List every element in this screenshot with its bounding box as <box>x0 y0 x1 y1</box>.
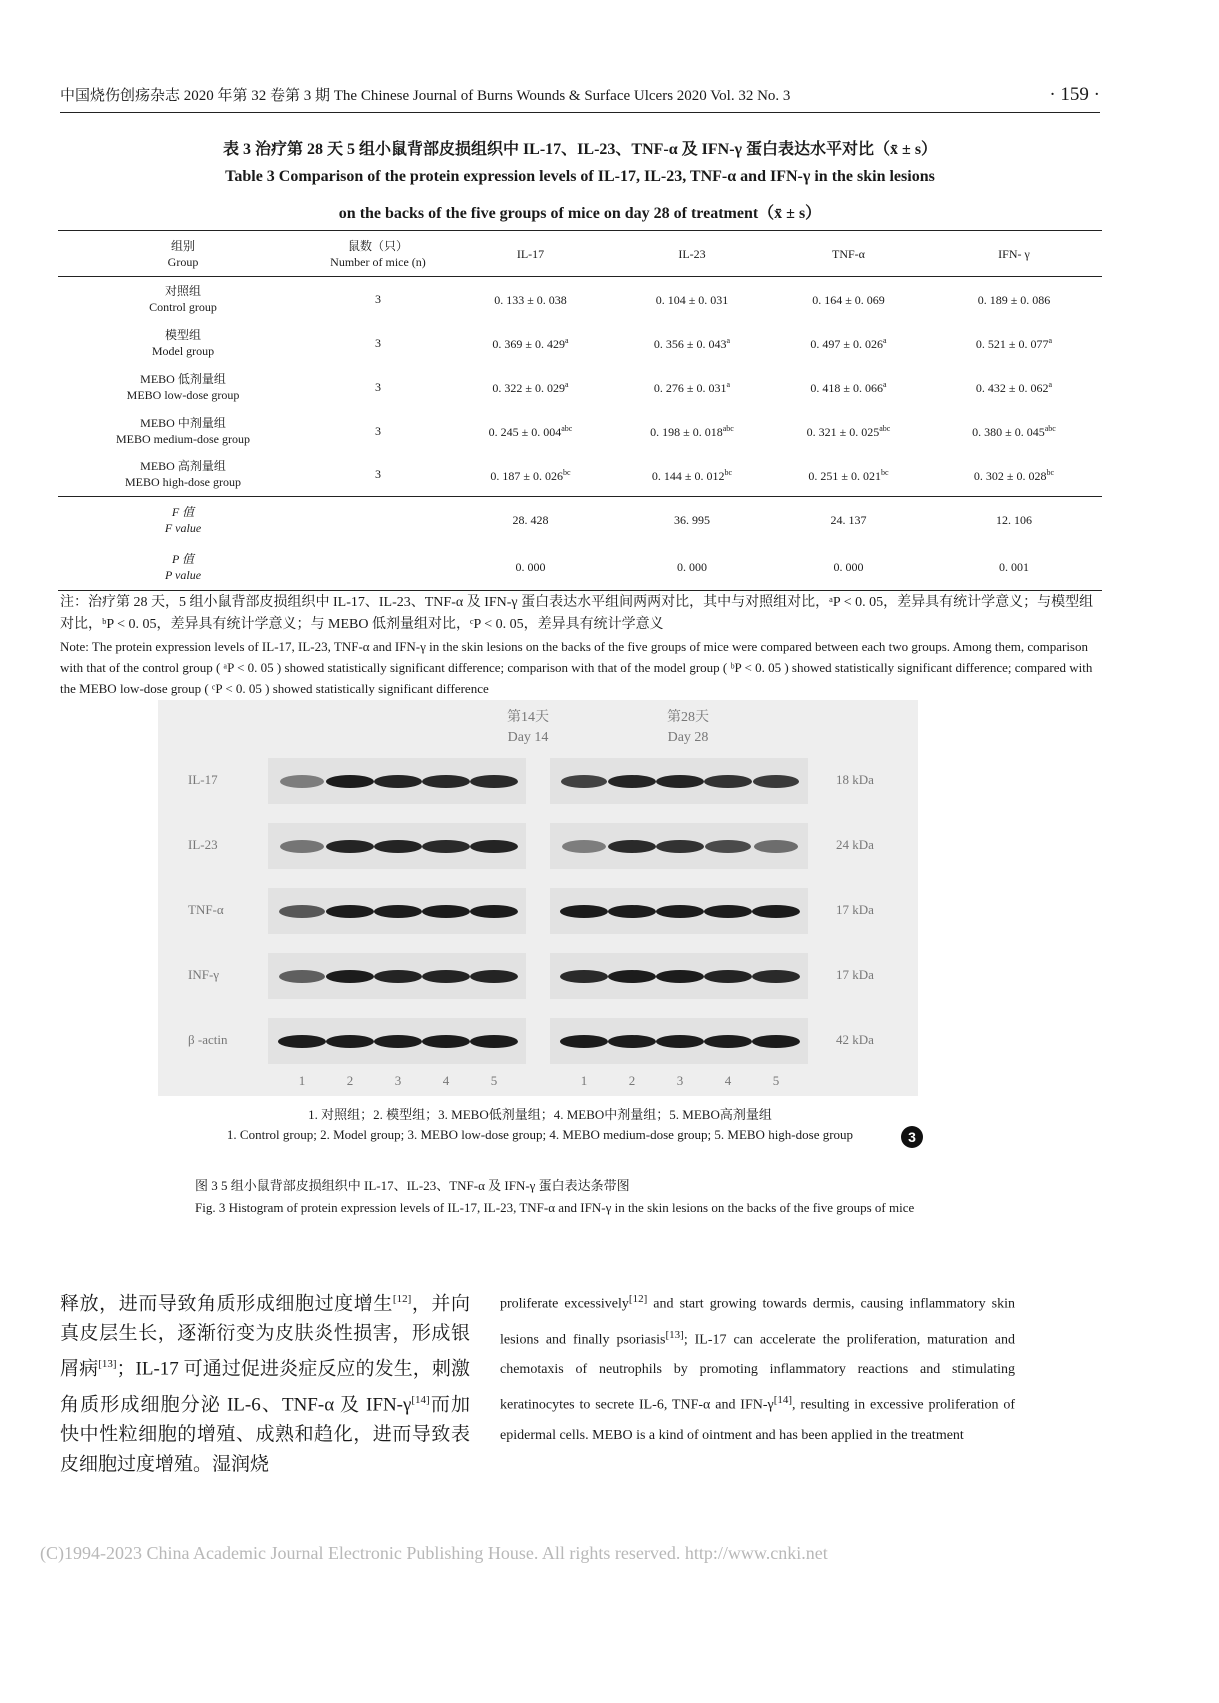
blot-band <box>562 840 606 853</box>
blot-band <box>608 1035 656 1048</box>
blot-band <box>656 775 704 788</box>
blot-row-label: INF-γ <box>188 967 220 982</box>
blot-band <box>752 970 799 983</box>
blot-band <box>422 970 470 983</box>
blot-band <box>560 1035 608 1048</box>
blot-band <box>608 775 656 788</box>
p-il17: 0. 000 <box>448 544 613 591</box>
f-il23: 36. 995 <box>674 513 710 528</box>
lane-number: 3 <box>394 1073 402 1088</box>
blot-band <box>374 840 422 853</box>
blot-band <box>656 970 704 983</box>
table-caption-en-line1: Table 3 Comparison of the protein expression levels of IL-17, IL-23, TNF-α and IFN-γ in the skin lesions <box>225 168 935 185</box>
il23-cell: 0. 198 ± 0. $018^{abc}$ <box>650 424 734 439</box>
blot-band <box>704 905 752 918</box>
blot-band <box>704 775 751 788</box>
blot-band <box>280 775 324 788</box>
blot-band <box>279 905 325 918</box>
il23-cell: 0. 104 ± 0. 031 <box>655 293 729 308</box>
blot-panel-day14 <box>268 758 526 804</box>
mice-count-cell: 3 <box>308 453 448 497</box>
tnf-cell: 0. 251 ± 0. $021^{bc}$ <box>771 453 926 497</box>
blot-band <box>326 905 374 918</box>
table-note-zh: 注：治疗第 28 天，5 组小鼠背部皮损组织中 IL-17、IL-23、TNF-α 及 IFN-γ 蛋白表达水平组间两两对比，其中与对照组对比，ᵃP < 0. 05，差异具有统计学意义；与模型组对比，ᵇP < 0. 05，差异具有统计学意义；与 MEBO 低剂量组对比，ᶜP < 0. 05，差异具有统计学意义 <box>60 595 1094 632</box>
table-row <box>58 277 1102 321</box>
group-cell: MEBO 低剂量组 MEBO low-dose group <box>126 371 240 402</box>
day14-label: 第14天 Day 14 <box>507 710 549 745</box>
blot-band <box>752 1035 800 1048</box>
table-caption-zh: 表 3 治疗第 28 天 5 组小鼠背部皮损组织中 IL-17、IL-23、TNF-α 及 IFN-γ 蛋白表达水平对比（x̄ ± s） <box>222 141 938 158</box>
blot-band <box>280 840 324 853</box>
figure-caption-zh: 图 3 5 组小鼠背部皮损组织中 IL-17、IL-23、TNF-α 及 IFN-γ 蛋白表达条带图 <box>195 1178 630 1193</box>
data-table <box>58 230 1102 591</box>
lane-number: 5 <box>490 1073 498 1088</box>
header-number: 鼠数（只） Number of mice (n) <box>308 231 448 277</box>
body-text-en: proliferate excessively[12] and start growing towards dermis, causing inflammatory skin lesions and finally psoriasis[13]; IL-17 can accelerate the proliferation, maturation and chemotaxis of neutrophils by promoting inflammatory reactions and stimulating keratinocytes to secrete IL-6, TNF-α and IFN-γ[14], resulting in excessive proliferation of epidermal cells. MEBO is a kind of ointment and has been applied in the treatment <box>500 1293 1016 1443</box>
il23-cell: 0. 356 ± 0. 043$^a$ <box>653 336 731 351</box>
il17-cell: 0. 245 ± 0. $004^{abc}$ <box>488 424 573 439</box>
blot-band <box>470 970 518 983</box>
blot-band <box>656 840 703 853</box>
blot-band <box>704 1035 752 1048</box>
blot-row-label: IL-17 <box>188 772 218 787</box>
p-ifn: 0. 001 <box>926 544 1102 591</box>
blot-band <box>753 775 800 788</box>
blot-row-label: TNF-α <box>188 902 224 917</box>
table-row <box>58 365 1102 409</box>
blot-band <box>752 905 800 918</box>
day28-label: 第28天 Day 28 <box>667 710 709 745</box>
blot-band <box>326 775 374 788</box>
p-il23: 0. 000 <box>613 544 771 591</box>
blot-band <box>470 840 518 853</box>
blot-band <box>560 970 607 983</box>
ifn-cell: 0. 432 ± 0. 062$^a$ <box>975 380 1053 395</box>
tnf-cell: 0. 418 ± 0. 066$^a$ <box>810 380 887 395</box>
blot-band <box>704 970 752 983</box>
table-header-row <box>58 231 1102 277</box>
running-header <box>60 84 1100 108</box>
group-cell: 对照组 Control group <box>149 283 217 314</box>
mice-count-cell: 3 <box>375 379 381 394</box>
kda-label: 24 kDa <box>836 837 874 852</box>
blot-band <box>374 905 422 918</box>
blot-band <box>422 840 469 853</box>
blot-band <box>278 1035 326 1048</box>
f-value-label: F 值 F value <box>164 505 202 536</box>
blot-panel-day14 <box>268 1018 526 1064</box>
header-il23: IL-23 <box>613 231 771 277</box>
header-group: 组别 Group <box>58 231 308 277</box>
lane-number: 1 <box>298 1073 306 1088</box>
lane-number: 5 <box>772 1073 780 1088</box>
lane-number: 4 <box>724 1073 732 1088</box>
figure-number-badge: 3 <box>901 1126 923 1148</box>
f-tnf: 24. 137 <box>830 513 867 528</box>
body-text-zh: 释放，进而导致角质形成细胞过度增生[12]，并向真皮层生长，逐渐衍变为皮肤炎性损害，形成银屑病[13]；IL-17 可通过促进炎症反应的发生，刺激角质形成细胞分泌 IL-6、TNF-α 及 IFN-γ[14]而加快中性粒细胞的增殖、成熟和趋化，进而导致表皮细胞过度增殖。湿润烧 <box>60 1293 470 1475</box>
figure-caption-en: Fig. 3 Histogram of protein expression levels of IL-17, IL-23, TNF-α and IFN-γ in the skin lesions on the backs of the five groups of mice <box>195 1200 915 1215</box>
mice-count-cell: 3 <box>375 291 381 306</box>
lane-number: 4 <box>442 1073 450 1088</box>
lane-number: 1 <box>580 1073 588 1088</box>
blot-panel-day14 <box>268 888 526 934</box>
table-row <box>58 453 1102 497</box>
blot-band <box>422 775 470 788</box>
lane-number: 2 <box>346 1073 354 1088</box>
ifn-cell: 0. 380 ± 0. $045^{abc}$ <box>972 424 1056 439</box>
tnf-cell: 0. 164 ± 0. 069 <box>812 293 885 308</box>
kda-label: 17 kDa <box>836 967 874 982</box>
p-tnf: 0. 000 <box>771 544 926 591</box>
figure-legend-zh: 1. 对照组；2. 模型组；3. MEBO低剂量组；4. MEBO中剂量组；5. MEBO高剂量组 <box>308 1107 772 1122</box>
blot-band <box>279 970 324 983</box>
page-number: · 159 · <box>1049 84 1100 105</box>
blot-band <box>608 840 655 853</box>
table-caption-en-line2: on the backs of the five groups of mice on day 28 of treatment（x̄ ± s） <box>338 205 822 222</box>
il17-cell: 0. 322 ± 0. 029$^a$ <box>492 380 569 395</box>
blot-band <box>656 1035 704 1048</box>
blot-panel-day28 <box>550 1018 808 1064</box>
group-cell: MEBO 高剂量组 MEBO high-dose group <box>58 453 308 497</box>
blot-band <box>326 1035 374 1048</box>
blot-band <box>374 775 422 788</box>
lane-number: 3 <box>676 1073 684 1088</box>
il17-cell: 0. 133 ± 0. 038 <box>494 293 567 308</box>
kda-label: 17 kDa <box>836 902 874 917</box>
il23-cell: 0. 144 ± 0. $012^{bc}$ <box>613 453 771 497</box>
table-row <box>58 409 1102 453</box>
blot-panel-day28 <box>550 953 808 999</box>
table-row <box>58 321 1102 365</box>
ifn-cell: 0. 521 ± 0. 077$^a$ <box>975 336 1053 351</box>
blot-panel-day14 <box>268 823 526 869</box>
kda-label: 42 kDa <box>836 1032 874 1047</box>
table-3 <box>58 230 1102 591</box>
il17-cell: 0. 187 ± 0. $026^{bc}$ <box>448 453 613 497</box>
blot-row-label: IL-23 <box>188 837 218 852</box>
figure-legend-en: 1. Control group; 2. Model group; 3. MEBO low-dose group; 4. MEBO medium-dose group; 5. MEBO high-dose group <box>226 1127 854 1142</box>
header-il17: IL-17 <box>448 231 613 277</box>
copyright-footer: (C)1994-2023 China Academic Journal Electronic Publishing House. All rights reserved. http://www.cnki.net <box>40 1543 828 1563</box>
p-value-row <box>58 544 1102 591</box>
blot-panel-day28 <box>550 823 808 869</box>
blot-band <box>422 905 470 918</box>
blot-band <box>326 970 374 983</box>
blot-band <box>470 905 518 918</box>
mice-count-cell: 3 <box>375 423 381 438</box>
blot-band <box>656 905 704 918</box>
blot-row-label: β -actin <box>188 1032 228 1047</box>
group-cell: 模型组 Model group <box>151 327 215 358</box>
header-tnf: TNF-α <box>771 231 926 277</box>
blot-band <box>560 905 608 918</box>
journal-header: 中国烧伤创疡杂志 2020 年第 32 卷第 3 期 The Chinese Journal of Burns Wounds & Surface Ulcers 2020 Vol. 32 No. 3 <box>60 88 791 104</box>
blot-band <box>608 905 656 918</box>
mice-count-cell: 3 <box>375 335 381 350</box>
blot-band <box>705 840 751 853</box>
blot-band <box>470 775 517 788</box>
il17-cell: 0. 369 ± 0. 429$^a$ <box>492 336 569 351</box>
f-il17: 28. 428 <box>512 513 549 528</box>
blot-band <box>422 1035 470 1048</box>
blot-band <box>470 1035 518 1048</box>
blot-band <box>754 840 799 853</box>
f-value-row <box>58 497 1102 544</box>
blot-panel-day28 <box>550 888 808 934</box>
blot-band <box>608 970 656 983</box>
blot-band <box>374 1035 422 1048</box>
blot-band <box>374 970 422 983</box>
p-value-label: P 值 P value <box>58 544 308 591</box>
ifn-cell: 0. 302 ± 0. $028^{bc}$ <box>926 453 1102 497</box>
lane-number: 2 <box>628 1073 636 1088</box>
il23-cell: 0. 276 ± 0. 031$^a$ <box>653 380 731 395</box>
group-cell: MEBO 中剂量组 MEBO medium-dose group <box>116 415 250 446</box>
header-ifn: IFN- γ <box>926 231 1102 277</box>
western-blot-figure <box>158 700 918 1096</box>
f-ifn: 12. 106 <box>996 513 1032 528</box>
header-rule <box>60 112 1100 113</box>
tnf-cell: 0. 321 ± 0. $025^{abc}$ <box>806 424 891 439</box>
blot-band <box>326 840 374 853</box>
tnf-cell: 0. 497 ± 0. 026$^a$ <box>810 336 887 351</box>
blot-panel-day28 <box>550 758 808 804</box>
kda-label: 18 kDa <box>836 772 874 787</box>
table-note-en: Note: The protein expression levels of IL-17, IL-23, TNF-α and IFN-γ in the skin lesions on the backs of the five groups of mice were compared between each two groups. Among them, comparison with that of the control group ( ᵃP < 0. 05 ) showed statistically significant difference; comparison with that of the model group ( ᵇP < 0. 05 ) showed statistically significant difference; compared with the MEBO low-dose group ( ᶜP < 0. 05 ) showed statistically significant difference <box>60 639 1093 696</box>
blot-band <box>561 775 608 788</box>
blot-panel-day14 <box>268 953 526 999</box>
ifn-cell: 0. 189 ± 0. 086 <box>977 293 1051 308</box>
